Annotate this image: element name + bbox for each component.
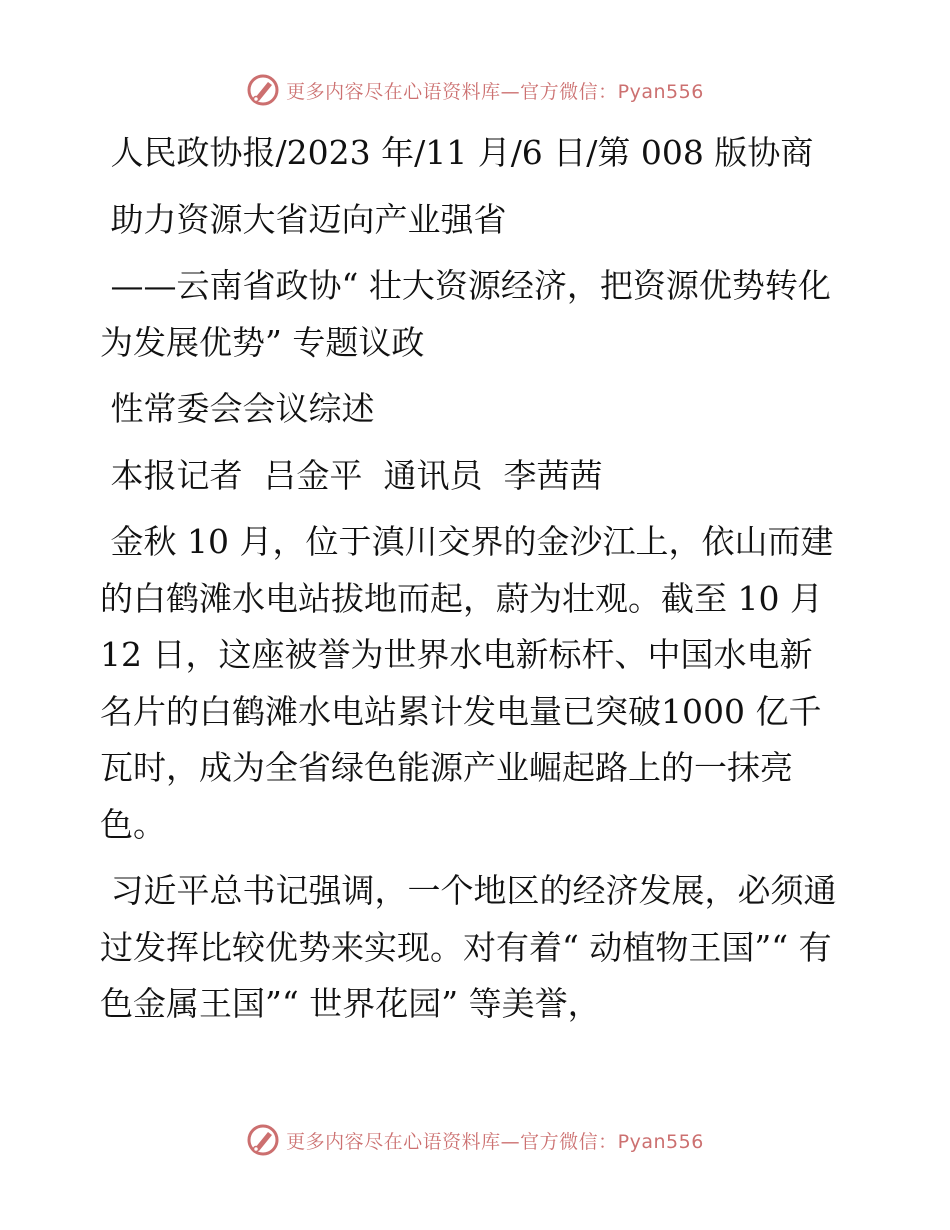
article-title: 助力资源大省迈向产业强省 bbox=[100, 199, 507, 239]
article-subtitle: ——云南省政协“ 壮大资源经济，把资源优势转化为发展优势” 专题议政 bbox=[100, 266, 831, 362]
watermark-banner-top bbox=[0, 70, 950, 110]
article-byline: 人民政协报/2023 年/11 月/6 日/第 008 版协商 bbox=[100, 133, 814, 172]
article-paragraph: 习近平总书记强调，一个地区的经济发展，必须通过发挥比较优势来实现。对有着“ 动植物王国”“ 有色金属王国”“ 世界花园” 等美誉， bbox=[100, 871, 837, 1023]
article-subtitle-continued: 性常委会会议综述 bbox=[100, 389, 375, 428]
pen-seal-icon bbox=[246, 73, 280, 107]
pen-seal-icon bbox=[246, 1123, 280, 1157]
article-reporters: 本报记者 吕金平 通讯员 李茜茜 bbox=[100, 455, 603, 495]
watermark-text: 更多内容尽在心语资料库—官方微信：Pyan556 bbox=[286, 1130, 704, 1153]
watermark-banner-bottom bbox=[0, 1120, 950, 1160]
article-paragraph: 金秋 10 月，位于滇川交界的金沙江上，依山而建的白鹤滩水电站拔地而起，蔚为壮观。截至 10 月 12 日，这座被誉为世界水电新标杆、中国水电新名片的白鹤滩水电站累计发电量已突破1000 亿千瓦时，成为全省绿色能源产业崛起路上的一抹亮色。 bbox=[100, 522, 834, 844]
watermark-text: 更多内容尽在心语资料库—官方微信：Pyan556 bbox=[286, 80, 704, 103]
article-body bbox=[100, 125, 845, 1043]
